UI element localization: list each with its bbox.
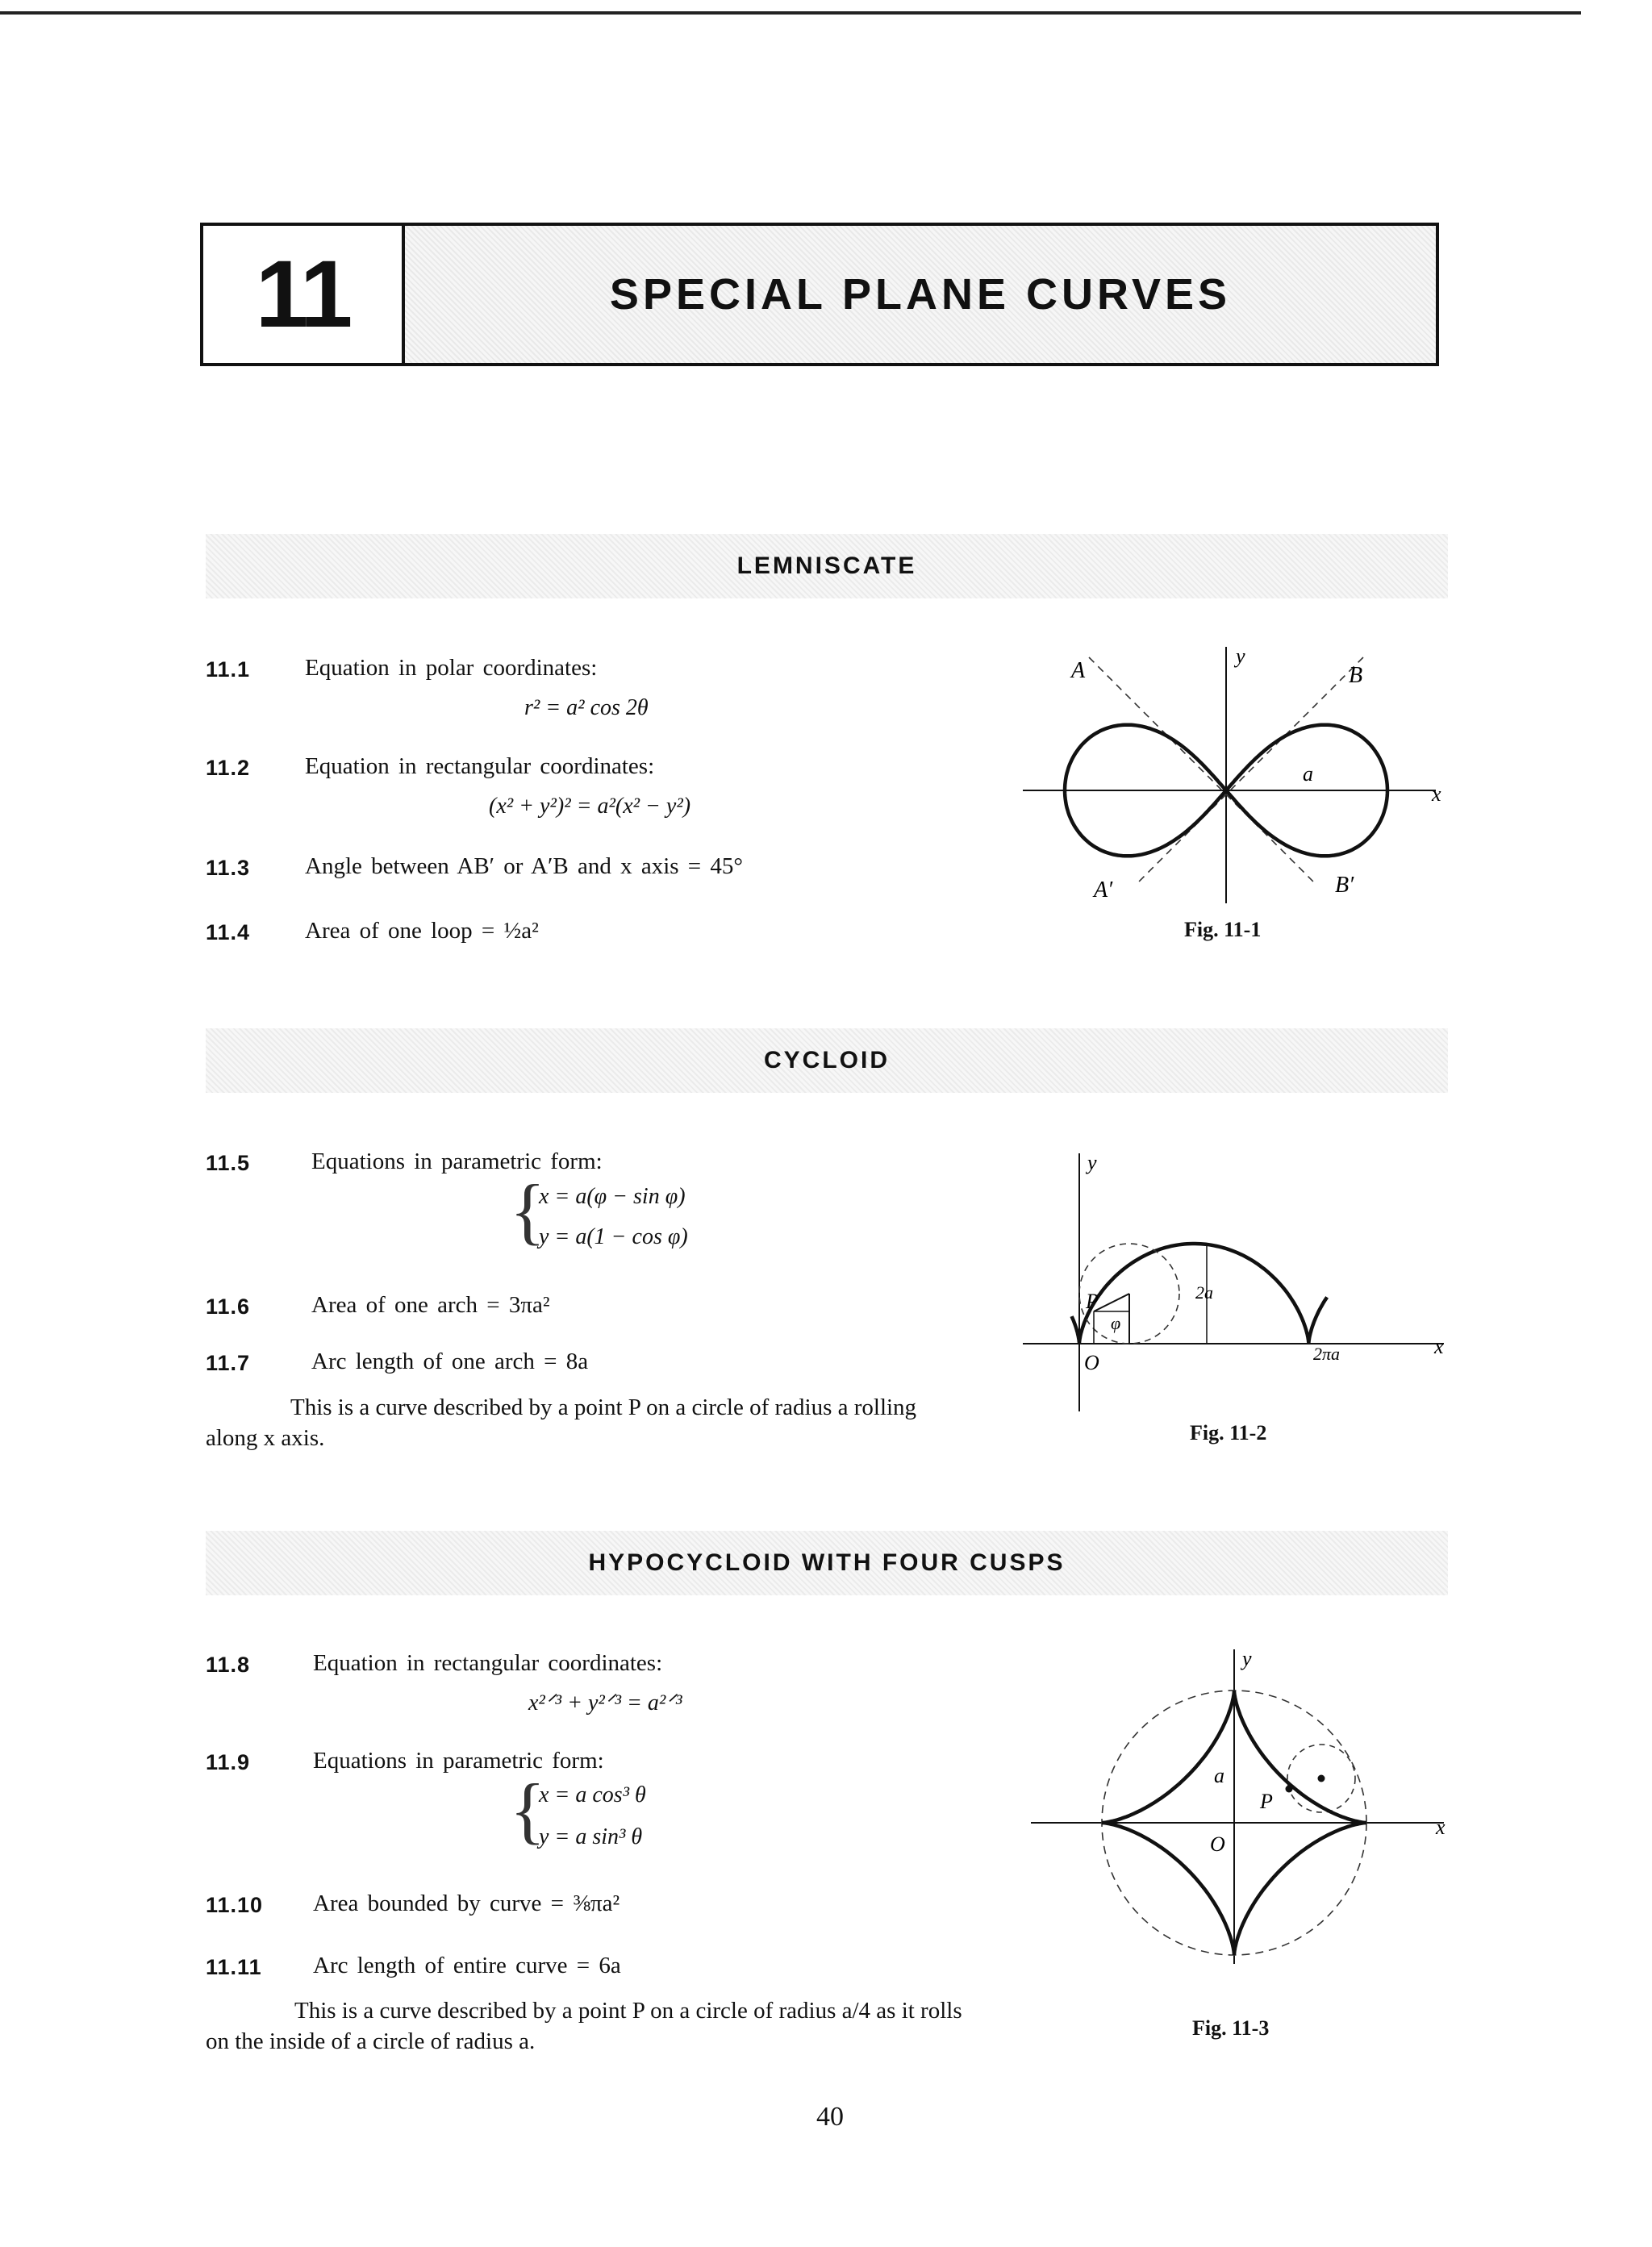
formula-number: 11.3: [206, 856, 251, 880]
description-note: This is a curve described by a point P on a circle of radius a/4 as it rolls on the inside of a circle of radius a.: [206, 1998, 962, 2054]
section-header-cycloid: [206, 1028, 1448, 1093]
description-note: This is a curve described by a point P on a circle of radius a rolling along x axis.: [206, 1394, 917, 1451]
formula-text: Area bounded by curve = ⅜πa²: [313, 1891, 620, 1916]
formula-number: 11.10: [206, 1893, 264, 1917]
section-title: CYCLOID: [764, 1047, 890, 1073]
formula-display: (x² + y²)² = a²(x² − y²): [489, 794, 691, 819]
formula-number: 11.1: [206, 657, 251, 682]
formula-text: Arc length of one arch = 8a: [311, 1349, 589, 1374]
formula-display-line: y = a sin³ θ: [539, 1824, 643, 1849]
label-x: x: [1434, 1335, 1444, 1358]
chapter-header: [200, 223, 1439, 366]
formula-number: 11.2: [206, 756, 251, 780]
cycloid-figure: [1016, 1145, 1452, 1411]
figure-caption: Fig. 11-2: [1190, 1421, 1267, 1444]
formula-display-line: x = a cos³ θ: [539, 1782, 646, 1807]
label-a: a: [1303, 762, 1313, 786]
lemniscate-figure: [1008, 637, 1460, 911]
label-y: y: [1087, 1151, 1097, 1174]
label-O: O: [1210, 1832, 1225, 1856]
chapter-title: SPECIAL PLANE CURVES: [609, 270, 1232, 319]
label-2pi-a: 2πa: [1313, 1344, 1341, 1364]
label-A: A: [1071, 658, 1086, 683]
formula-text: Equation in rectangular coordinates:: [305, 753, 655, 779]
formula-display-line: x = a(φ − sin φ): [539, 1184, 686, 1209]
label-P: P: [1086, 1290, 1099, 1313]
formula-number: 11.4: [206, 920, 251, 944]
formula-text: Area of one arch = 3πa²: [311, 1292, 550, 1318]
formula-number: 11.9: [206, 1750, 251, 1774]
label-x: x: [1432, 782, 1441, 806]
label-x: x: [1436, 1816, 1446, 1839]
label-a: a: [1214, 1764, 1224, 1787]
label-phi: φ: [1111, 1313, 1121, 1333]
formula-number: 11.8: [206, 1653, 251, 1677]
top-rule: [0, 11, 1581, 15]
label-P: P: [1260, 1790, 1273, 1813]
formula-text: Equations in parametric form:: [313, 1748, 604, 1774]
figure-caption: Fig. 11-3: [1192, 2016, 1270, 2040]
section-title: LEMNISCATE: [736, 552, 917, 579]
formula-display-line: y = a(1 − cos φ): [539, 1224, 688, 1249]
label-y: y: [1236, 644, 1245, 668]
page-number: 40: [816, 2102, 844, 2132]
formula-text: Equation in polar coordinates:: [305, 655, 598, 681]
brace-icon: {: [510, 1769, 546, 1851]
formula-text: Area of one loop = ½a²: [305, 918, 539, 944]
label-B-prime: B′: [1335, 873, 1354, 898]
label-A-prime: A′: [1094, 878, 1113, 903]
formula-text: Equations in parametric form:: [311, 1149, 603, 1174]
formula-text: Arc length of entire curve = 6a: [313, 1953, 621, 1978]
formula-number: 11.11: [206, 1955, 262, 1979]
section-title: HYPOCYCLOID WITH FOUR CUSPS: [588, 1549, 1066, 1576]
section-header-hypocycloid: [206, 1531, 1448, 1595]
formula-text: Equation in rectangular coordinates:: [313, 1650, 663, 1676]
hypocycloid-figure: [1016, 1637, 1452, 1976]
section-header-lemniscate: [206, 534, 1448, 598]
formula-display: r² = a² cos 2θ: [524, 695, 649, 720]
chapter-title-cell: [405, 226, 1436, 363]
label-y: y: [1242, 1647, 1252, 1670]
formula-number: 11.7: [206, 1351, 251, 1375]
label-O: O: [1084, 1351, 1099, 1374]
formula-number: 11.6: [206, 1294, 251, 1319]
chapter-number: 11: [203, 226, 405, 363]
formula-text: Angle between AB′ or A′B and x axis = 45°: [305, 853, 743, 879]
formula-number: 11.5: [206, 1151, 251, 1175]
label-B: B: [1349, 663, 1363, 688]
figure-caption: Fig. 11-1: [1184, 918, 1262, 941]
label-2a: 2a: [1195, 1282, 1213, 1303]
formula-display: x²ᐟ³ + y²ᐟ³ = a²ᐟ³: [528, 1690, 682, 1715]
brace-icon: {: [510, 1169, 546, 1252]
